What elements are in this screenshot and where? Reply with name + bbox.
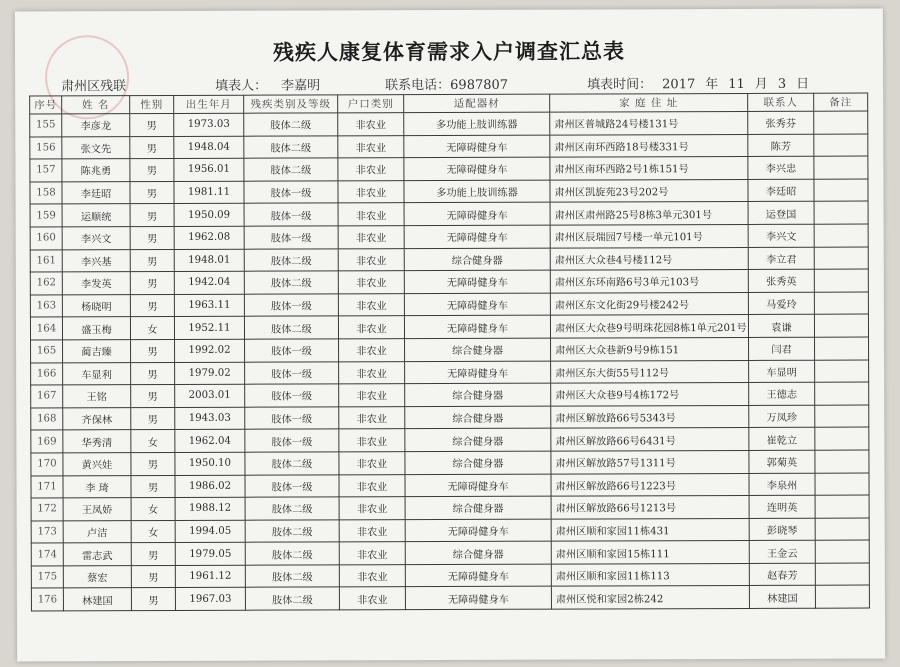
cell-disability: 肢体二级 (245, 542, 339, 565)
cell-household: 非农业 (338, 158, 404, 181)
cell-remark (815, 586, 869, 609)
cell-household: 非农业 (338, 293, 404, 316)
phone-number: 6987807 (450, 77, 509, 93)
cell-seq: 162 (30, 272, 62, 295)
cell-disability: 肢体一级 (245, 407, 339, 430)
cell-gender: 男 (131, 362, 175, 385)
cell-equipment: 综合健身器 (405, 496, 551, 519)
cell-equipment: 无障碍健身车 (405, 519, 551, 542)
cell-contact: 万凤珍 (749, 405, 815, 428)
cell-name: 李兴文 (62, 227, 130, 250)
cell-gender: 男 (131, 588, 175, 611)
cell-gender: 女 (131, 520, 175, 543)
cell-contact: 李兴忠 (748, 156, 814, 179)
cell-contact: 闫君 (749, 337, 815, 360)
header-contact: 联系人 (748, 93, 814, 111)
cell-equipment: 无障碍健身车 (404, 135, 550, 158)
cell-remark (814, 111, 868, 134)
header-disability: 残疾类别及等级 (244, 95, 338, 113)
cell-equipment: 无障碍健身车 (405, 361, 551, 384)
organization-name: 肃州区残联 (61, 79, 127, 95)
cell-name: 王铭 (63, 385, 131, 408)
year-char: 年 (705, 77, 719, 93)
cell-birth: 2003.01 (175, 384, 245, 407)
cell-household: 非农业 (339, 429, 405, 452)
survey-sheet (15, 8, 885, 661)
cell-name: 盛玉梅 (62, 317, 130, 340)
cell-address: 肃州区南环西路18号楼331号 (550, 134, 748, 157)
cell-disability: 肢体一级 (245, 361, 339, 384)
cell-address: 肃州区解放路57号1311号 (551, 450, 749, 473)
cell-household: 非农业 (338, 135, 404, 158)
cell-disability: 肢体二级 (244, 271, 338, 294)
cell-gender: 男 (130, 113, 174, 136)
cell-gender: 女 (130, 317, 174, 340)
cell-equipment: 综合健身器 (405, 451, 551, 474)
cell-seq: 159 (30, 204, 62, 227)
cell-remark (815, 540, 869, 563)
cell-household: 非农业 (339, 361, 405, 384)
cell-contact: 车显明 (749, 360, 815, 383)
cell-remark (814, 134, 868, 157)
cell-seq: 158 (30, 182, 62, 205)
cell-disability: 肢体二级 (245, 587, 339, 610)
month-char: 月 (754, 76, 768, 92)
cell-name: 李兴基 (62, 249, 130, 272)
cell-birth: 1994.05 (175, 520, 245, 543)
cell-seq: 160 (30, 227, 62, 250)
cell-seq: 167 (31, 385, 63, 408)
cell-name: 蔡宏 (63, 565, 131, 588)
cell-remark (815, 382, 869, 405)
cell-remark (815, 563, 869, 586)
date-year: 2017 (662, 77, 696, 93)
cell-remark (815, 473, 869, 496)
cell-birth: 1992.02 (175, 339, 245, 362)
cell-birth: 1979.05 (175, 542, 245, 565)
cell-gender: 男 (131, 543, 175, 566)
table-row (30, 314, 868, 340)
table-row (31, 405, 869, 431)
cell-gender: 男 (131, 339, 175, 362)
cell-seq: 172 (31, 498, 63, 521)
cell-birth: 1943.03 (175, 407, 245, 430)
cell-birth: 1986.02 (175, 475, 245, 498)
cell-household: 非农业 (338, 248, 404, 271)
cell-name: 王凤娇 (63, 498, 131, 521)
cell-gender: 男 (131, 407, 175, 430)
cell-birth: 1961.12 (175, 565, 245, 588)
header-gender: 性别 (130, 95, 174, 113)
table-row (30, 179, 868, 205)
table-row (30, 201, 868, 227)
table-row (31, 382, 869, 408)
cell-contact: 崔乾立 (749, 428, 815, 451)
table-row (31, 563, 869, 589)
header-address: 家 庭 住 址 (550, 93, 748, 112)
cell-address: 肃州区凯旋苑23号202号 (550, 179, 748, 202)
cell-household: 非农业 (339, 497, 405, 520)
cell-household: 非农业 (339, 474, 405, 497)
header-remark: 备注 (814, 93, 868, 111)
cell-gender: 女 (131, 430, 175, 453)
header-household: 户口类别 (338, 95, 404, 113)
cell-name: 林建国 (63, 588, 131, 611)
filler-name: 李嘉明 (281, 78, 321, 94)
cell-remark (815, 360, 869, 383)
cell-remark (814, 156, 868, 179)
cell-equipment: 无障碍健身车 (404, 270, 550, 293)
cell-address: 肃州区东文化街29号楼242号 (550, 292, 748, 315)
cell-birth: 1963.11 (174, 294, 244, 317)
cell-gender: 男 (130, 159, 174, 182)
cell-remark (815, 518, 869, 541)
cell-birth: 1948.04 (174, 136, 244, 159)
cell-remark (814, 292, 868, 315)
cell-equipment: 无障碍健身车 (405, 587, 551, 610)
cell-household: 非农业 (338, 316, 404, 339)
cell-gender: 男 (130, 204, 174, 227)
table-row (30, 269, 868, 295)
cell-seq: 161 (30, 249, 62, 272)
cell-remark (815, 337, 869, 360)
cell-contact: 陈芳 (748, 134, 814, 157)
cell-contact: 李立君 (748, 247, 814, 270)
date-info (587, 73, 809, 93)
cell-household: 非农业 (339, 587, 405, 610)
cell-address: 肃州区辰瑞园7号楼一单元101号 (550, 224, 748, 247)
table-row (30, 156, 868, 182)
cell-remark (814, 201, 868, 224)
cell-equipment: 综合健身器 (405, 338, 551, 361)
table-row (31, 360, 869, 386)
cell-name: 雷志武 (63, 543, 131, 566)
cell-gender: 男 (130, 181, 174, 204)
cell-remark (814, 247, 868, 270)
cell-seq: 164 (30, 317, 62, 340)
cell-name: 齐保林 (63, 407, 131, 430)
cell-seq: 176 (31, 588, 63, 611)
cell-birth: 1962.08 (174, 226, 244, 249)
table-row (30, 134, 868, 160)
cell-disability: 肢体一级 (244, 203, 338, 226)
cell-remark (814, 314, 868, 337)
cell-name: 车显利 (63, 362, 131, 385)
cell-address: 肃州区顺和家园11栋113 (551, 563, 749, 586)
header-birth: 出生年月 (174, 95, 244, 113)
document-title: 残疾人康复体育需求入户调查汇总表 (272, 38, 626, 65)
table-row (31, 473, 869, 499)
cell-name: 蔺吉臻 (63, 340, 131, 363)
cell-name: 李 琦 (63, 475, 131, 498)
cell-equipment: 无障碍健身车 (405, 564, 551, 587)
phone-info (385, 74, 508, 93)
cell-address: 肃州区顺和家园11栋431 (551, 518, 749, 541)
cell-equipment: 无障碍健身车 (404, 225, 550, 248)
cell-birth: 1981.11 (174, 181, 244, 204)
cell-address: 肃州区解放路66号5343号 (551, 405, 749, 428)
cell-household: 非农业 (338, 113, 404, 136)
cell-address: 肃州区大众巷9号明珠花园8栋1单元201号 (550, 315, 748, 338)
cell-name: 张文先 (62, 136, 130, 159)
cell-address: 肃州区大众巷4号楼112号 (550, 247, 748, 270)
cell-seq: 168 (31, 408, 63, 431)
cell-birth: 1942.04 (174, 271, 244, 294)
cell-address: 肃州区东大街55号112号 (551, 360, 749, 383)
cell-gender: 男 (130, 294, 174, 317)
cell-household: 非农业 (339, 565, 405, 588)
cell-seq: 156 (30, 136, 62, 159)
header-equipment: 适配器材 (404, 94, 550, 113)
cell-gender: 男 (131, 385, 175, 408)
cell-birth: 1988.12 (175, 497, 245, 520)
table-row (30, 247, 868, 273)
cell-household: 非农业 (338, 180, 404, 203)
cell-contact: 彭晓琴 (749, 518, 815, 541)
cell-name: 黄兴娃 (63, 453, 131, 476)
cell-address: 肃州区解放路66号1213号 (551, 496, 749, 519)
cell-disability: 肢体一级 (244, 226, 338, 249)
cell-name: 杨晓明 (62, 294, 130, 317)
cell-birth: 1950.09 (174, 204, 244, 227)
cell-contact: 袁谦 (748, 315, 814, 338)
cell-disability: 肢体一级 (245, 384, 339, 407)
cell-gender: 男 (130, 136, 174, 159)
cell-disability: 肢体一级 (245, 474, 339, 497)
cell-gender: 男 (130, 226, 174, 249)
cell-address: 肃州区大众巷9号4栋172号 (551, 383, 749, 406)
cell-address: 肃州区解放路66号1223号 (551, 473, 749, 496)
cell-contact: 李泉州 (749, 473, 815, 496)
cell-address: 肃州区肃州路25号8栋3单元301号 (550, 202, 748, 225)
cell-seq: 155 (30, 114, 62, 137)
cell-name: 华秀清 (63, 430, 131, 453)
cell-birth: 1956.01 (174, 158, 244, 181)
table-row (30, 292, 868, 318)
survey-table (29, 93, 870, 612)
cell-equipment: 综合健身器 (405, 406, 551, 429)
cell-equipment: 无障碍健身车 (404, 157, 550, 180)
table-row (31, 518, 869, 544)
cell-equipment: 无障碍健身车 (405, 474, 551, 497)
cell-disability: 肢体二级 (244, 135, 338, 158)
cell-birth: 1952.11 (174, 317, 244, 340)
cell-birth: 1979.02 (175, 362, 245, 385)
table-row (31, 540, 869, 566)
header-seq: 序号 (30, 96, 62, 114)
cell-contact: 林建国 (749, 586, 815, 609)
cell-seq: 163 (30, 295, 62, 318)
cell-contact: 李廷昭 (748, 179, 814, 202)
cell-seq: 175 (31, 566, 63, 589)
cell-contact: 王金云 (749, 541, 815, 564)
cell-gender: 男 (131, 565, 175, 588)
cell-seq: 171 (31, 475, 63, 498)
cell-equipment: 综合健身器 (405, 428, 551, 451)
cell-seq: 173 (31, 521, 63, 544)
cell-address: 肃州区东环南路6号3单元103号 (550, 270, 748, 293)
cell-name: 陈兆勇 (62, 159, 130, 182)
header-info (55, 73, 843, 94)
cell-seq: 165 (31, 340, 63, 363)
cell-address: 肃州区大众巷新9号9栋151 (551, 337, 749, 360)
date-month: 11 (728, 76, 745, 93)
cell-contact: 张秀英 (748, 269, 814, 292)
cell-seq: 170 (31, 453, 63, 476)
cell-equipment: 无障碍健身车 (404, 293, 550, 316)
cell-gender: 男 (131, 475, 175, 498)
cell-address: 肃州区顺和家园15栋111 (551, 541, 749, 564)
cell-disability: 肢体一级 (244, 181, 338, 204)
cell-contact: 运登国 (748, 202, 814, 225)
cell-address: 肃州区解放路66号6431号 (551, 428, 749, 451)
cell-remark (814, 179, 868, 202)
day-char: 日 (796, 76, 810, 92)
cell-household: 非农业 (339, 519, 405, 542)
cell-disability: 肢体二级 (245, 452, 339, 475)
table-row (31, 450, 869, 476)
cell-contact: 赵春芳 (749, 563, 815, 586)
cell-address: 肃州区南环西路2号1栋151号 (550, 157, 748, 180)
cell-remark (814, 269, 868, 292)
cell-contact: 连明英 (749, 495, 815, 518)
header-name: 姓 名 (62, 96, 130, 114)
cell-name: 卢洁 (63, 520, 131, 543)
cell-disability: 肢体一级 (245, 429, 339, 452)
cell-name: 李廷昭 (62, 181, 130, 204)
cell-disability: 肢体一级 (244, 294, 338, 317)
cell-household: 非农业 (339, 339, 405, 362)
table-row (31, 427, 869, 453)
cell-seq: 166 (31, 362, 63, 385)
cell-household: 非农业 (339, 384, 405, 407)
cell-remark (815, 450, 869, 473)
table-row (31, 337, 869, 363)
phone-label: 联系电话： (385, 77, 451, 94)
table-body (30, 111, 870, 611)
cell-name: 李发英 (62, 272, 130, 295)
cell-name: 运顺统 (62, 204, 130, 227)
cell-remark (814, 224, 868, 247)
cell-birth: 1962.04 (175, 430, 245, 453)
cell-household: 非农业 (339, 452, 405, 475)
cell-seq: 157 (30, 159, 62, 182)
cell-birth: 1967.03 (175, 588, 245, 611)
cell-disability: 肢体二级 (245, 565, 339, 588)
cell-seq: 169 (31, 430, 63, 453)
date-label: 填表时间： (587, 77, 653, 93)
cell-contact: 王德志 (749, 382, 815, 405)
cell-disability: 肢体二级 (245, 520, 339, 543)
cell-contact: 张秀芬 (748, 111, 814, 134)
cell-disability: 肢体二级 (244, 158, 338, 181)
cell-household: 非农业 (338, 203, 404, 226)
cell-gender: 男 (131, 452, 175, 475)
cell-gender: 女 (131, 498, 175, 521)
cell-equipment: 多功能上肢训练器 (404, 112, 550, 135)
cell-birth: 1950.10 (175, 452, 245, 475)
cell-remark (815, 427, 869, 450)
cell-household: 非农业 (339, 542, 405, 565)
cell-birth: 1948.01 (174, 249, 244, 272)
cell-equipment: 无障碍健身车 (404, 315, 550, 338)
cell-household: 非农业 (338, 271, 404, 294)
table-row (31, 495, 869, 521)
cell-name: 李彦龙 (62, 114, 130, 137)
date-day: 3 (777, 76, 787, 92)
cell-remark (815, 495, 869, 518)
cell-household: 非农业 (338, 226, 404, 249)
cell-equipment: 综合健身器 (405, 541, 551, 564)
cell-contact: 郭菊英 (749, 450, 815, 473)
filler-info (215, 74, 320, 93)
cell-address: 肃州区普城路24号楼131号 (550, 111, 748, 134)
cell-household: 非农业 (339, 406, 405, 429)
cell-disability: 肢体二级 (244, 113, 338, 136)
cell-birth: 1973.03 (174, 113, 244, 136)
cell-gender: 男 (130, 272, 174, 295)
cell-equipment: 综合健身器 (404, 248, 550, 271)
cell-seq: 174 (31, 543, 63, 566)
cell-equipment: 综合健身器 (405, 383, 551, 406)
cell-address: 肃州区悦和家园2栋242 (551, 586, 749, 609)
cell-contact: 李兴文 (748, 224, 814, 247)
table-row (31, 586, 869, 612)
cell-contact: 马爱玲 (748, 292, 814, 315)
cell-equipment: 无障碍健身车 (404, 203, 550, 226)
filler-label: 填表人： (215, 78, 268, 94)
table-row (30, 224, 868, 250)
cell-remark (815, 405, 869, 428)
cell-gender: 男 (130, 249, 174, 272)
table-row (30, 111, 868, 137)
cell-disability: 肢体二级 (244, 316, 338, 339)
cell-disability: 肢体一级 (245, 339, 339, 362)
cell-disability: 肢体二级 (245, 497, 339, 520)
cell-disability: 肢体二级 (244, 248, 338, 271)
cell-equipment: 多功能上肢训练器 (404, 180, 550, 203)
